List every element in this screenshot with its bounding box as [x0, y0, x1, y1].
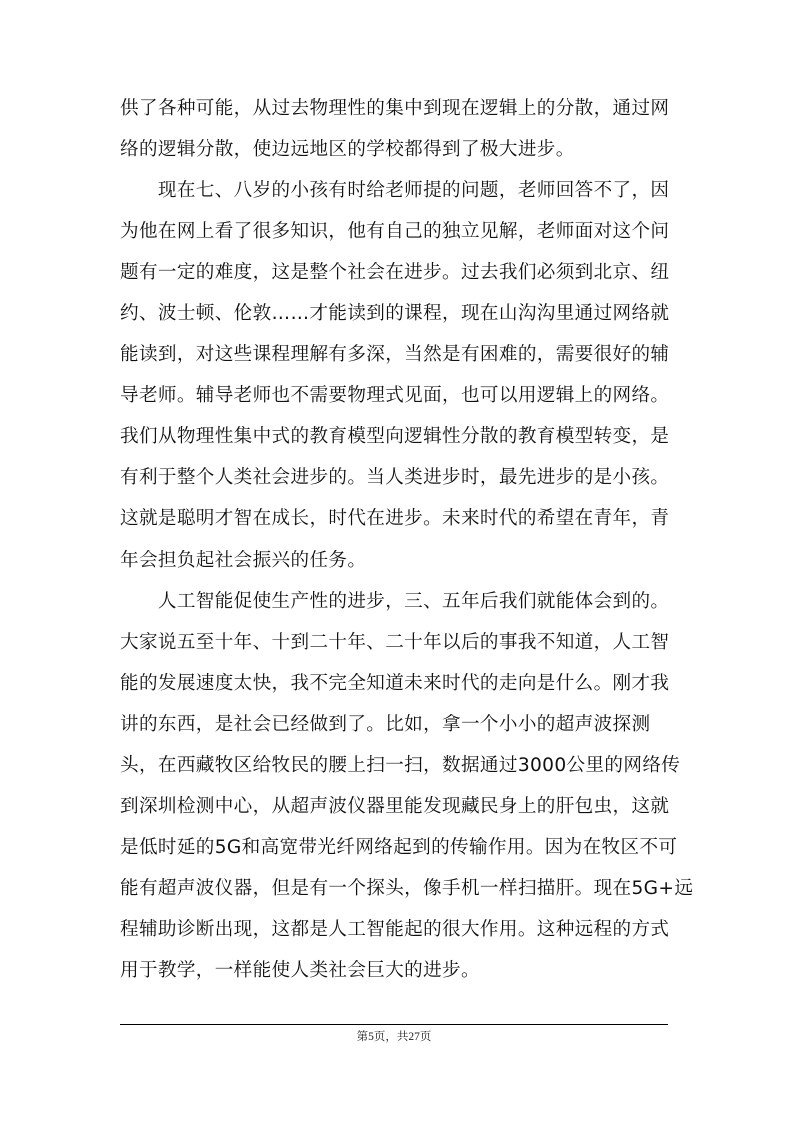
text-line: 到深圳检测中心，从超声波仪器里能发现藏民身上的肝包虫，这就: [120, 795, 670, 817]
text-line: 头，在西藏牧区给牧民的腰上扫一扫，数据通过3000公里的网络传: [120, 754, 681, 776]
text-line: 年会担负起社会振兴的任务。: [120, 549, 367, 571]
text-line: 能有超声波仪器，但是有一个探头，像手机一样扫描肝。现在5G+远: [120, 877, 694, 899]
text-line: 我们从物理性集中式的教育模型向逻辑性分散的教育模型转变，是: [120, 426, 670, 448]
footer-divider: [120, 1024, 668, 1025]
text-line: 能的发展速度太快，我不完全知道未来时代的走向是什么。刚才我: [120, 672, 670, 694]
text-line: 讲的东西，是社会已经做到了。比如，拿一个小小的超声波探测: [120, 713, 651, 735]
text-line: 现在七、八岁的小孩有时给老师提的问题，老师回答不了，因: [120, 180, 670, 202]
text-line: 约、波士顿、伦敦……才能读到的课程，现在山沟沟里通过网络就: [120, 303, 670, 325]
text-line: 导老师。辅导老师也不需要物理式见面，也可以用逻辑上的网络。: [120, 385, 670, 407]
text-line: 是低时延的5G和高宽带光纤网络起到的传输作用。因为在牧区不可: [120, 836, 678, 858]
text-line: 题有一定的难度，这是整个社会在进步。过去我们必须到北京、纽: [120, 262, 670, 284]
text-line: 人工智能促使生产性的进步，三、五年后我们就能体会到的。: [120, 590, 670, 612]
body-text: [120, 88, 694, 991]
text-line: 这就是聪明才智在成长，时代在进步。未来时代的希望在青年，青: [120, 508, 670, 530]
text-line: 供了各种可能，从过去物理性的集中到现在逻辑上的分散，通过网: [120, 98, 670, 119]
text-line: 用于教学，一样能使人类社会巨大的进步。: [120, 959, 480, 981]
text-line: 能读到，对这些课程理解有多深，当然是有困难的，需要很好的辅: [120, 344, 670, 366]
text-line: 程辅助诊断出现，这都是人工智能起的很大作用。这种远程的方式: [120, 918, 670, 940]
text-line: 络的逻辑分散，使边远地区的学校都得到了极大进步。: [120, 139, 575, 161]
text-line: 为他在网上看了很多知识，他有自己的独立见解，老师面对这个问: [120, 221, 670, 243]
page-number: 第5页，共27页: [356, 1031, 432, 1043]
text-line: 大家说五至十年、十到二十年、二十年以后的事我不知道，人工智: [120, 631, 670, 653]
text-line: 有利于整个人类社会进步的。当人类进步时，最先进步的是小孩。: [120, 467, 670, 489]
